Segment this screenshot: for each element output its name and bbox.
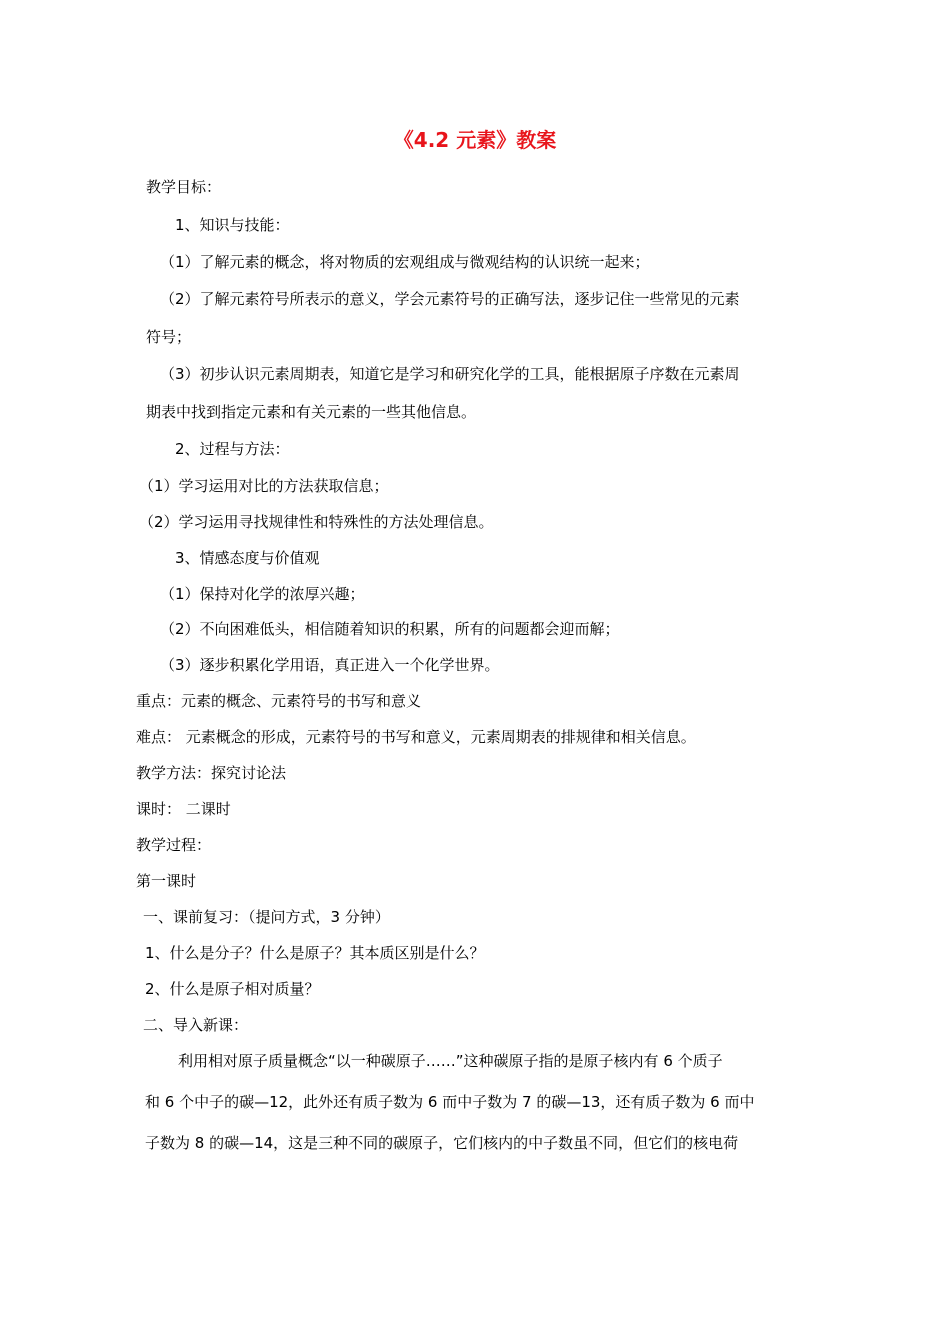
text-line: 1、知识与技能： [175, 216, 290, 234]
text-line: 教学目标： [146, 178, 222, 196]
text-line: （2）不向困难低头，相信随着知识的积累，所有的问题都会迎而解； [160, 620, 620, 638]
text-line: 难点： 元素概念的形成，元素符号的书写和意义，元素周期表的排规律和相关信息。 [136, 728, 696, 746]
text-line: 2、过程与方法： [175, 440, 290, 458]
text-line: （1）保持对化学的浓厚兴趣； [160, 585, 365, 603]
text-line: 利用相对原子质量概念“以一种碳原子……”这种碳原子指的是原子核内有 6 个质子 [178, 1052, 723, 1070]
text-line: 二、导入新课： [143, 1016, 249, 1034]
document-title: 《4.2 元素》教案 [393, 128, 557, 152]
text-line: 第一课时 [136, 872, 197, 890]
text-line: 教学过程： [136, 836, 212, 854]
text-line: （3）初步认识元素周期表，知道它是学习和研究化学的工具，能根据原子序数在元素周 [160, 365, 740, 383]
text-line: 1、什么是分子？什么是原子？其本质区别是什么？ [145, 944, 485, 962]
text-line: 和 6 个中子的碳—12，此外还有质子数为 6 而中子数为 7 的碳—13，还有质子数为 6 而中 [145, 1093, 755, 1111]
text-line: 子数为 8 的碳—14，这是三种不同的碳原子，它们核内的中子数虽不同，但它们的核电荷 [145, 1134, 739, 1152]
text-line: 教学方法：探究讨论法 [136, 764, 287, 782]
text-line: （2）了解元素符号所表示的意义，学会元素符号的正确写法，逐步记住一些常见的元素 [160, 290, 740, 308]
text-line: 3、情感态度与价值观 [175, 549, 320, 567]
text-line: （1）了解元素的概念，将对物质的宏观组成与微观结构的认识统一起来； [160, 253, 650, 271]
text-line: （3）逐步积累化学用语，真正进入一个化学世界。 [160, 656, 500, 674]
text-line: 2、什么是原子相对质量？ [145, 980, 320, 998]
text-line: 符号； [146, 328, 192, 346]
text-line: 一、课前复习：（提问方式，3 分钟） [143, 908, 390, 926]
text-line: 期表中找到指定元素和有关元素的一些其他信息。 [146, 403, 477, 421]
text-line: （2）学习运用寻找规律性和特殊性的方法处理信息。 [139, 513, 494, 531]
text-line: （1）学习运用对比的方法获取信息； [139, 477, 389, 495]
text-line: 课时： 二课时 [136, 800, 231, 818]
text-line: 重点：元素的概念、元素符号的书写和意义 [136, 692, 422, 710]
